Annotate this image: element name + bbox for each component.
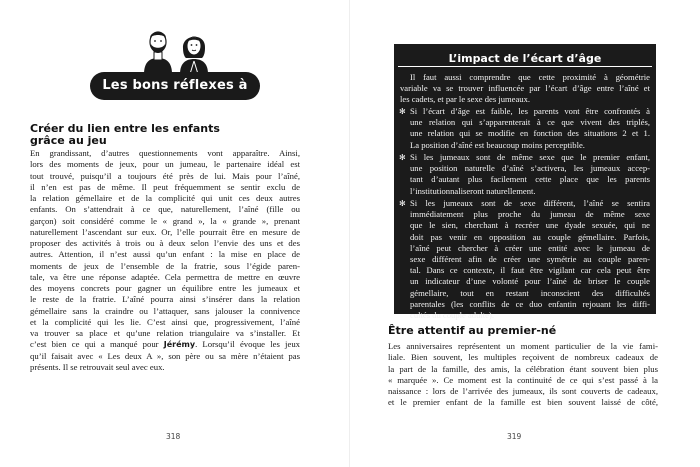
text-line: En grandissant, d’autres questionnements vont apparaître. Ainsi, bbox=[30, 148, 300, 158]
text-line: parentales (les conflits de ce duo enfantin rejouant les diffi- bbox=[410, 298, 650, 309]
text-line: tale, va être une réponse adaptée. Cela permettra de mettre en œuvre bbox=[30, 271, 300, 282]
asterisk-bullet-icon: ✻ bbox=[399, 153, 406, 162]
text-line: Si les jumeaux sont de même sexe que le premier enfant, bbox=[410, 152, 650, 162]
text-line-jeremy bbox=[30, 339, 300, 350]
text-line: doit pas venir en opposition au couple gémellaire. Parfois, bbox=[410, 231, 650, 242]
text-line: des moyens concrets pour gagner un équilibre entre les jumeaux et bbox=[30, 283, 300, 293]
text-line: va trouver sa place et qu’une relation triangulaire va s’installer. Et bbox=[30, 328, 300, 338]
text-line: une position naturelle d’aîné s’activera, les jumeaux accep- bbox=[410, 163, 650, 174]
couple-illustration bbox=[136, 28, 216, 74]
person-name: Jérémy bbox=[163, 340, 196, 350]
text-line: que le sien, cherchant à recréer une dyade sexuée, qui ne bbox=[410, 220, 650, 231]
text-line: tant d’autant plus facilement cette place que les parents bbox=[410, 174, 650, 185]
text-line: « marquée ». Ce moment est la continuité de ce qui s’est passé à la bbox=[388, 374, 658, 385]
text-line: Les anniversaires représentent un moment particulier de la vie fami- bbox=[388, 341, 658, 351]
text-line: autres. Attention, il n’est aussi qu’un enfant : la mise en place de bbox=[30, 249, 300, 260]
woman-figure bbox=[180, 37, 208, 74]
text-fragment: . Lorsqu’il évoque les jeux bbox=[195, 339, 300, 350]
text-line: le reste de la fratrie. L’aîné pourra ainsi s’insérer dans la relation bbox=[30, 294, 300, 305]
text-line: les cadets, et par le sexe des jumeaux. bbox=[400, 94, 531, 105]
text-line: l’aîné peut chercher à créer une entité avec le jumeau de bbox=[410, 242, 650, 253]
text-line: gémellaire, tout en restant inconscient des difficultés bbox=[410, 287, 650, 298]
box-intro bbox=[400, 72, 650, 106]
asterisk-bullet-icon: ✻ bbox=[399, 107, 406, 116]
bullet-item bbox=[410, 198, 650, 321]
page-number: 318 bbox=[166, 432, 181, 441]
heading-line: Créer du lien entre les enfants bbox=[30, 122, 220, 135]
text-line: Si les jumeaux sont de sexe différent, l’aîné se sentira bbox=[410, 198, 650, 208]
text-line: naturellement l’ascendant sur eux. Or, l’elle pourrait être en mesure de bbox=[30, 226, 300, 237]
text-line: lors des moments de jeux, pour un jumeau, le partenaire idéal est bbox=[30, 159, 300, 170]
text-line: la part de la famille, des amis, la célébration étant souvent bien plus bbox=[388, 363, 658, 374]
box-title: L’impact de l’écart d’âge bbox=[448, 52, 602, 65]
section-heading: Être attentif au premier-né bbox=[388, 324, 557, 337]
text-line: enfants. On s’attendrait à ce que, naturellement, l’aîné (fille ou bbox=[30, 204, 300, 215]
text-line: la relation gémellaire et de la complicité qui unit ces deux autres bbox=[30, 193, 300, 203]
bullet-item bbox=[410, 152, 650, 197]
text-line: naissance : lors de l’arrivée des jumeaux, ils sont couverts de cadeaux, bbox=[388, 386, 658, 396]
text-line: proposer des activités à trois ou à deux selon l’envie des uns et des bbox=[30, 238, 300, 248]
text-line: sexe différent afin de créer une symétrie au couple paren- bbox=[410, 254, 650, 265]
text-line: tal. Dans ce contexte, il faut être vigilant car cela peut être bbox=[410, 265, 650, 276]
section-heading bbox=[30, 123, 300, 147]
text-line: il n’en est pas de même. Il peut fréquemment se sentir exclu de bbox=[30, 181, 300, 192]
body-paragraph bbox=[30, 148, 300, 373]
text-line: qu’il faisait avec « Les deux A », son père ou sa mère n’étaient pas bbox=[30, 350, 300, 361]
bullet-item bbox=[410, 106, 650, 151]
text-line: variable va se trouver influencée par l’écart d’âge entre l’aîné et bbox=[400, 83, 650, 94]
text-line: tout trouvé, puisqu’il a toujours été près de lui. Mais pour l’aîné, bbox=[30, 170, 300, 181]
right-page bbox=[350, 0, 700, 467]
page-number: 319 bbox=[507, 432, 522, 441]
text-line: cultés du couple adulte). bbox=[410, 310, 494, 321]
text-line: un indicateur d’une volonté pour l’aîné de briser le couple bbox=[410, 276, 650, 287]
text-line: garçon) soit considéré comme le « grand », la « grande », prenant bbox=[30, 215, 300, 226]
text-fragment: c’est bien ce qui a manqué pour bbox=[30, 339, 159, 350]
text-line: immédiatement plus proche du jumeau de même sexe bbox=[410, 209, 650, 220]
body-paragraph bbox=[388, 341, 658, 409]
text-line: moments de jeux de l’ensemble de la fratrie, sous l’égide paren- bbox=[30, 260, 300, 271]
heading-line: grâce au jeu bbox=[30, 134, 107, 147]
text-line: Il faut aussi comprendre que cette proximité à géométrie bbox=[410, 72, 650, 82]
text-line: Si l’écart d’âge est faible, les parents vont être confrontés à bbox=[410, 106, 650, 116]
text-line: gémellaire sans la craindre ou l’attaquer, sans jalouser la connivence bbox=[30, 305, 300, 316]
sidebar-box bbox=[394, 44, 656, 321]
text-line: une relation qui s’apparenterait à ce que vivent des triplés, bbox=[410, 117, 650, 128]
text-line: liale. Bien souvent, les multiples reçoivent de nombreux cadeaux de bbox=[388, 352, 658, 363]
box-divider bbox=[398, 66, 652, 67]
asterisk-bullet-icon: ✻ bbox=[399, 199, 406, 208]
text-line: l’institutionnaliseront naturellement. bbox=[410, 185, 536, 196]
text-line: présents. Il se retrouvait seul avec eux. bbox=[30, 361, 165, 372]
man-figure bbox=[144, 32, 172, 74]
text-line: et le premier enfant de la famille est bien souvent laissé de côté, bbox=[388, 397, 658, 408]
text-line: La position d’aîné est beaucoup moins perceptible. bbox=[410, 139, 585, 150]
text-line: et la complicité qui les lie. C’est ainsi que, progressivement, l’aîné bbox=[30, 316, 300, 327]
text-line: une relation qui se modifie en fonction des situations 2 et 1. bbox=[410, 128, 650, 139]
section-banner: Les bons réflexes à avoir bbox=[90, 72, 260, 100]
